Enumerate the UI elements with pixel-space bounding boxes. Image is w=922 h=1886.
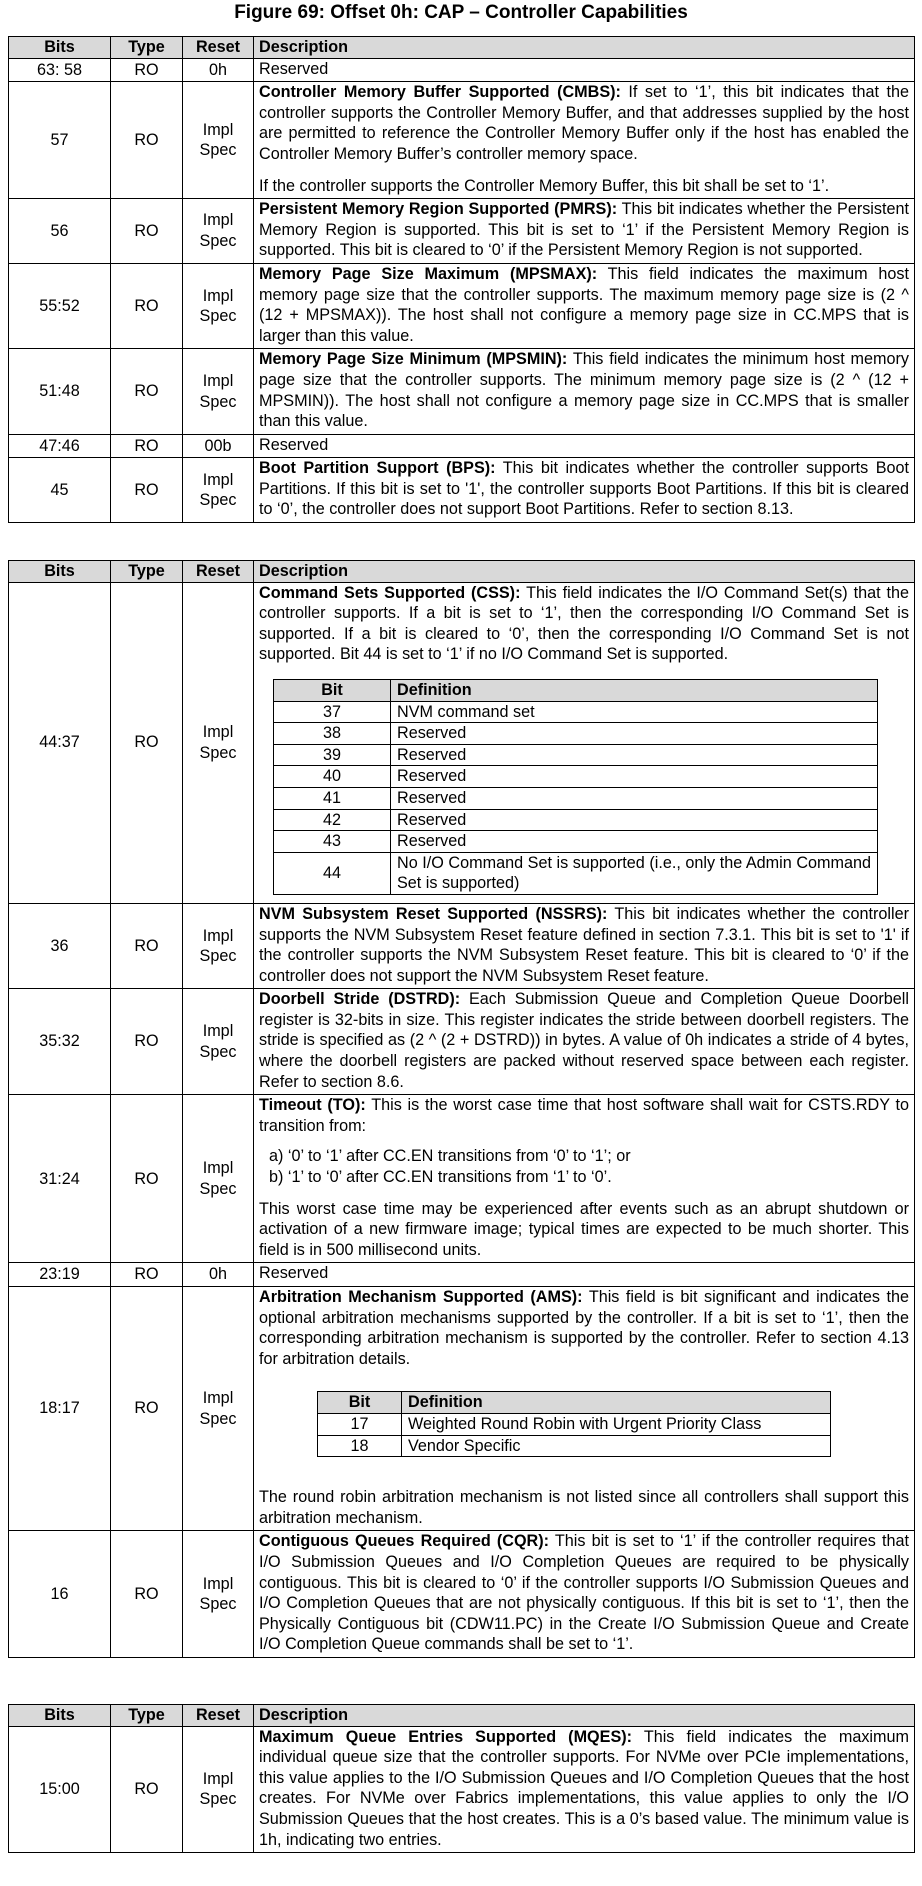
description-cell xyxy=(254,263,915,348)
css-bit-table xyxy=(273,679,878,895)
sub-row xyxy=(274,701,878,723)
bits-cell: 56 xyxy=(9,199,111,264)
type-cell: RO xyxy=(111,434,183,458)
table-row xyxy=(9,903,915,988)
field-name: Memory Page Size Maximum (MPSMAX): xyxy=(259,264,598,283)
description-cell xyxy=(254,1287,915,1531)
sub-row xyxy=(274,831,878,853)
sub-bit: 41 xyxy=(274,787,391,809)
header-description: Description xyxy=(254,561,915,583)
header-reset: Reset xyxy=(183,1705,254,1727)
description-cell xyxy=(254,349,915,434)
field-text: This bit indicates whether the controller supports the NVM Subsystem Reset feature defined in section 7.3.1. This bit is set to '1' if the controller supports the NVM Subsystem Reset feature. This bit is cleared to ‘0’ if the controller does not support the NVM Subsystem Reset feature. xyxy=(259,904,909,985)
header-reset: Reset xyxy=(183,37,254,59)
sub-bit: 43 xyxy=(274,831,391,853)
reset-cell: 00b xyxy=(183,434,254,458)
table-row xyxy=(9,1726,915,1853)
bits-cell: 18:17 xyxy=(9,1287,111,1531)
field-name: Command Sets Supported (CSS): xyxy=(259,583,521,602)
reset-cell: Impl Spec xyxy=(183,199,254,264)
reset-cell: Impl Spec xyxy=(183,1531,254,1658)
ams-bit-table xyxy=(317,1391,831,1457)
description-cell xyxy=(254,199,915,264)
type-cell: RO xyxy=(111,1263,183,1287)
field-name: Memory Page Size Minimum (MPSMIN): xyxy=(259,350,568,369)
bits-cell: 51:48 xyxy=(9,349,111,434)
field-name: Contiguous Queues Required (CQR): xyxy=(259,1532,550,1551)
register-table-part-2 xyxy=(8,560,915,1658)
field-name: Maximum Queue Entries Supported (MQES): xyxy=(259,1727,633,1746)
reset-cell: 0h xyxy=(183,58,254,82)
field-text: This bit is set to ‘1’ if the controller requires that I/O Submission Queues and I/O Completion Queues are required to be physically contiguous. This bit is cleared to ‘0’ if the controller supports I/O Submission Queues and I/O Completion Queues that are not physically contiguous. If this bit is set to ‘1’, then the Physically Contiguous bit (CDW11.PC) in the Create I/O Submission Queue and Create I/O Completion Queue commands shall be set to ‘1’. xyxy=(259,1532,910,1654)
header-type: Type xyxy=(111,561,183,583)
table-row xyxy=(9,199,915,264)
header-row xyxy=(9,561,915,583)
table-row xyxy=(9,989,915,1095)
header-row xyxy=(9,37,915,59)
header-type: Type xyxy=(111,1705,183,1727)
figure-title: Figure 69: Offset 0h: CAP – Controller Capabilities xyxy=(234,2,688,23)
reset-cell: Impl Spec xyxy=(183,1287,254,1531)
bits-cell: 31:24 xyxy=(9,1095,111,1263)
bits-cell: 15:00 xyxy=(9,1726,111,1853)
header-row xyxy=(9,1705,915,1727)
description-cell: Reserved xyxy=(254,58,915,82)
table-row xyxy=(9,1095,915,1263)
reset-cell: Impl Spec xyxy=(183,903,254,988)
bits-cell: 55:52 xyxy=(9,263,111,348)
bits-cell: 45 xyxy=(9,458,111,523)
reset-cell: Impl Spec xyxy=(183,458,254,523)
bits-cell: 16 xyxy=(9,1531,111,1658)
header-bits: Bits xyxy=(9,37,111,59)
description-cell xyxy=(254,903,915,988)
reset-cell: Impl Spec xyxy=(183,582,254,903)
header-description: Description xyxy=(254,37,915,59)
table-row xyxy=(9,58,915,82)
sub-bit: 17 xyxy=(318,1413,402,1435)
reset-cell: Impl Spec xyxy=(183,349,254,434)
register-table-part-3 xyxy=(8,1704,915,1853)
sub-definition: Reserved xyxy=(391,809,878,831)
sub-definition: Reserved xyxy=(391,723,878,745)
sub-definition: Vendor Specific xyxy=(402,1435,831,1457)
table-row xyxy=(9,458,915,523)
table-row xyxy=(9,82,915,199)
type-cell: RO xyxy=(111,82,183,199)
sub-definition: Reserved xyxy=(391,831,878,853)
description-cell xyxy=(254,582,915,903)
reset-cell: Impl Spec xyxy=(183,989,254,1095)
table-row xyxy=(9,263,915,348)
sub-bit: 44 xyxy=(274,852,391,894)
field-name: Arbitration Mechanism Supported (AMS): xyxy=(259,1288,583,1306)
field-text: This field is bit significant and indicates the optional arbitration mechanisms supported by the controller. If a bit is set to ‘1’, then the corresponding arbitration mechanism is supported by the controller. Refer to section 4.13 for arbitration details. xyxy=(259,1288,909,1368)
description-cell xyxy=(254,458,915,523)
type-cell: RO xyxy=(111,1095,183,1263)
bits-cell: 23:19 xyxy=(9,1263,111,1287)
bits-cell: 35:32 xyxy=(9,989,111,1095)
type-cell: RO xyxy=(111,903,183,988)
table-row xyxy=(9,349,915,434)
sub-bit: 40 xyxy=(274,766,391,788)
field-text-2: The round robin arbitration mechanism is not listed since all controllers shall support this arbitration mechanism. xyxy=(259,1488,909,1527)
sub-row xyxy=(318,1435,831,1457)
field-name: Persistent Memory Region Supported (PMRS): xyxy=(259,200,618,219)
type-cell: RO xyxy=(111,263,183,348)
description-cell xyxy=(254,989,915,1095)
sub-bit: 38 xyxy=(274,723,391,745)
sub-row xyxy=(274,723,878,745)
sub-row xyxy=(274,744,878,766)
header-description: Description xyxy=(254,1705,915,1727)
description-cell xyxy=(254,1095,915,1263)
description-cell: Reserved xyxy=(254,434,915,458)
sub-definition: Weighted Round Robin with Urgent Priority Class xyxy=(402,1413,831,1435)
type-cell: RO xyxy=(111,199,183,264)
sub-bit: 18 xyxy=(318,1435,402,1457)
reset-cell: Impl Spec xyxy=(183,1726,254,1853)
field-text-2: This worst case time may be experienced after events such as an abrupt shutdown or activation of a new firmware image; typical times are expected to be much shorter. This field is in 500 millisecond units. xyxy=(259,1199,909,1259)
description-cell xyxy=(254,1531,915,1658)
field-text: If set to ‘1’, this bit indicates that the controller supports the Controller Memory Buffer, and that addresses supplied by the host are permitted to reference the Controller Memory Buffer only if the host has enabled the Controller Memory Buffer’s controller memory space. xyxy=(259,83,910,163)
sub-header-bit: Bit xyxy=(274,679,391,701)
register-table-part-1 xyxy=(8,36,915,523)
reset-cell: Impl Spec xyxy=(183,263,254,348)
list-item: b) ‘1’ to ‘0’ after CC.EN transitions from ‘1’ to ‘0’. xyxy=(269,1168,612,1187)
field-text-2: If the controller supports the Controller Memory Buffer, this bit shall be set to ‘1’. xyxy=(259,176,830,195)
table-row xyxy=(9,434,915,458)
type-cell: RO xyxy=(111,1287,183,1531)
field-name: Doorbell Stride (DSTRD): xyxy=(259,990,461,1009)
type-cell: RO xyxy=(111,458,183,523)
sub-header-definition: Definition xyxy=(391,679,878,701)
description-cell xyxy=(254,82,915,199)
field-text: This field indicates the I/O Command Set(s) that the controller supports. If a bit is set to ‘1’, then the corresponding I/O Command Set is supported. If a bit is cleared to ‘0’, then the corresponding I/O Command Set is not supported. Bit 44 is set to ‘1’ if no I/O Command Set is supported. xyxy=(259,583,909,664)
sub-definition: No I/O Command Set is supported (i.e., only the Admin Command Set is supported) xyxy=(391,852,878,894)
bits-cell: 44:37 xyxy=(9,582,111,903)
reset-cell: Impl Spec xyxy=(183,82,254,199)
reset-cell: 0h xyxy=(183,1263,254,1287)
sub-bit: 42 xyxy=(274,809,391,831)
transition-list xyxy=(259,1146,909,1187)
bits-cell: 63: 58 xyxy=(9,58,111,82)
table-row xyxy=(9,582,915,903)
type-cell: RO xyxy=(111,1531,183,1658)
type-cell: RO xyxy=(111,582,183,903)
field-text: This is the worst case time that host software shall wait for CSTS.RDY to transition from: xyxy=(259,1096,909,1135)
sub-row xyxy=(274,787,878,809)
sub-row xyxy=(274,852,878,894)
type-cell: RO xyxy=(111,1726,183,1853)
type-cell: RO xyxy=(111,989,183,1095)
sub-row xyxy=(274,766,878,788)
sub-bit: 39 xyxy=(274,744,391,766)
field-text: This bit indicates whether the controller supports Boot Partitions. If this bit is set to '1', the controller supports Boot Partitions. If this bit is cleared to ‘0’, the controller does not support Boot Partitions. Refer to section 8.13. xyxy=(259,459,909,519)
reset-cell: Impl Spec xyxy=(183,1095,254,1263)
header-type: Type xyxy=(111,37,183,59)
header-reset: Reset xyxy=(183,561,254,583)
list-item: a) ‘0’ to ‘1’ after CC.EN transitions from ‘0’ to ‘1’; or xyxy=(269,1147,631,1166)
description-cell: Reserved xyxy=(254,1263,915,1287)
sub-row xyxy=(318,1413,831,1435)
sub-header-bit: Bit xyxy=(318,1392,402,1414)
field-text: This field indicates the maximum individual queue size that the controller supports. For NVMe over PCIe implementations, this value applies to the I/O Submission Queues and I/O Completion Queues that the host creates. For NVMe over Fabrics implementations, this value applies to only the I/O Submission Queues that the host creates. This is a 0’s based value. The minimum value is 1h, indicating two entries. xyxy=(259,1727,909,1849)
field-text: This field indicates the maximum host memory page size that the controller supports. The maximum memory page size is (2 ^ (12 + MPSMAX)). The host shall not configure a memory page size in CC.MPS that is larger than this value. xyxy=(259,264,909,345)
header-bits: Bits xyxy=(9,1705,111,1727)
field-name: NVM Subsystem Reset Supported (NSSRS): xyxy=(259,904,608,923)
bits-cell: 47:46 xyxy=(9,434,111,458)
type-cell: RO xyxy=(111,58,183,82)
description-cell xyxy=(254,1726,915,1853)
table-row xyxy=(9,1263,915,1287)
field-text: This field indicates the minimum host memory page size that the controller supports. The minimum memory page size is (2 ^ (12 + MPSMIN)). The host shall not configure a memory page size in CC.MPS that is smaller than this value. xyxy=(259,350,909,431)
sub-definition: Reserved xyxy=(391,744,878,766)
field-name: Controller Memory Buffer Supported (CMBS): xyxy=(259,83,621,102)
field-name: Boot Partition Support (BPS): xyxy=(259,459,496,478)
table-row xyxy=(9,1287,915,1531)
sub-definition: Reserved xyxy=(391,766,878,788)
sub-bit: 37 xyxy=(274,701,391,723)
sub-definition: Reserved xyxy=(391,787,878,809)
field-name: Timeout (TO): xyxy=(259,1096,366,1115)
bits-cell: 36 xyxy=(9,903,111,988)
table-row xyxy=(9,1531,915,1658)
field-text: This bit indicates whether the Persistent Memory Region is supported. This bit is set to ‘1’ if the Persistent Memory Region is supported. This bit is cleared to ‘0’ if the Persistent Memory Region is not supported. xyxy=(259,200,909,260)
bits-cell: 57 xyxy=(9,82,111,199)
sub-definition: NVM command set xyxy=(391,701,878,723)
type-cell: RO xyxy=(111,349,183,434)
sub-row xyxy=(274,809,878,831)
sub-header-definition: Definition xyxy=(402,1392,831,1414)
field-text: Each Submission Queue and Completion Queue Doorbell register is 32-bits in size. This register indicates the stride between doorbell registers. The stride is specified as (2 ^ (2 + DSTRD)) in bytes. A value of 0h indicates a stride of 4 bytes, where the doorbell registers are packed without reserved space between each register. Refer to section 8.6. xyxy=(259,990,909,1091)
header-bits: Bits xyxy=(9,561,111,583)
